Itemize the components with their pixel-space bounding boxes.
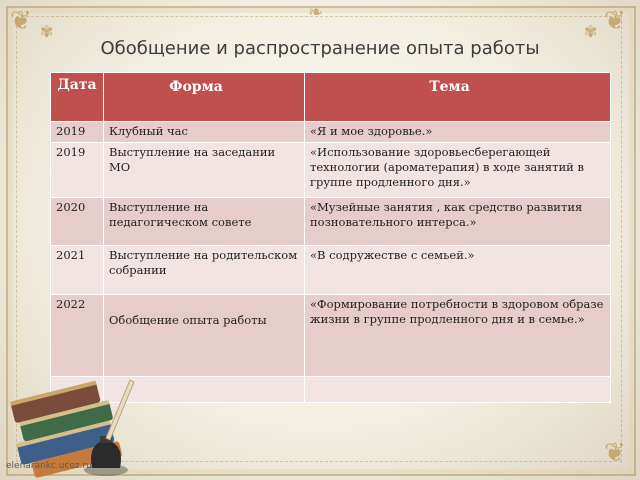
cell-form: Выступление на педагогическом совете [104,198,305,246]
corner-ornament-icon: ❦ [604,6,626,36]
cell-topic [305,377,611,403]
cell-year: 2020 [51,198,104,246]
cell-form: Выступление на заседании МО [104,143,305,198]
cell-topic: «В содружестве с семьей.» [305,246,611,295]
cell-year: 2019 [51,143,104,198]
cell-form: Выступление на родительском собрании [104,246,305,295]
flourish-icon: ✾ [584,22,598,41]
cell-year: 2019 [51,122,104,143]
corner-ornament-icon: ❦ [604,438,626,468]
cell-year: 2021 [51,246,104,295]
column-header-date: Дата [51,73,104,122]
corner-ornament-icon: ❦ [10,6,32,36]
column-header-topic: Тема [305,73,611,122]
cell-topic: «Музейные занятия , как средство развития позновательного интерса.» [305,198,611,246]
cell-form: Клубный час [104,122,305,143]
cell-topic: «Формирование потребности в здоровом образе жизни в группе продленного дня и в семье.» [305,295,611,377]
column-header-form: Форма [104,73,305,122]
page-title: Обобщение и распространение опыта работы [100,38,540,59]
table-header-row [51,73,611,122]
cell-topic: «Использование здоровьесберегающей технологии (ароматерапия) в ходе занятий в группе продленного дня.» [305,143,611,198]
inkwell-icon [91,442,121,468]
table-row [51,143,611,198]
table-row [51,246,611,295]
flourish-icon: ✾ [40,22,54,41]
cell-topic: «Я и мое здоровье.» [305,122,611,143]
cell-form: Обобщение опыта работы [104,295,305,377]
cell-year: 2022 [51,295,104,377]
top-ornament-icon: ❧ [308,2,324,23]
table-row [51,198,611,246]
table-row [51,122,611,143]
watermark: elenarankc.ucoz.ru [6,461,92,471]
